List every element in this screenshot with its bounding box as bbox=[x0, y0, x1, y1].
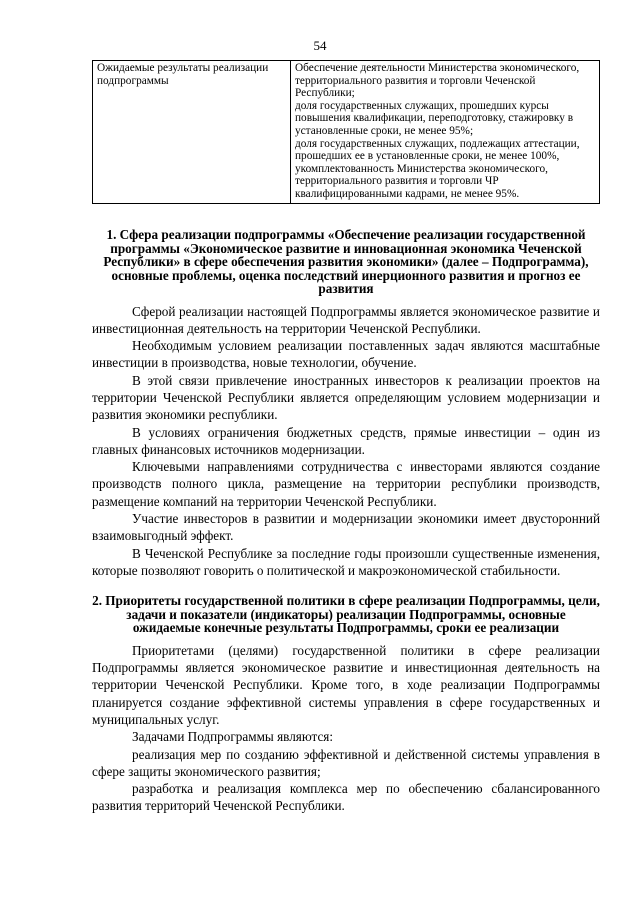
page-number: 54 bbox=[313, 38, 327, 53]
table-value-line: Обеспечение деятельности Министерства экономического, территориального развития и торговли Чеченской Республики; bbox=[295, 62, 580, 100]
paragraph: В условиях ограничения бюджетных средств, прямые инвестиции – один из главных финансовых источников модернизации. bbox=[92, 424, 600, 457]
table-value-line: доля государственных служащих, прошедших курсы повышения квалификации, переподготовку, стажировку в установленные сроки, не менее 95%; bbox=[295, 99, 574, 137]
paragraph: Участие инвесторов в развитии и модернизации экономики имеет двусторонний взаимовыгодный эффект. bbox=[92, 511, 600, 544]
paragraph: Сферой реализации настоящей Подпрограммы является экономическое развитие и инвестиционная деятельность на территории Чеченской Республики. bbox=[92, 303, 600, 336]
section-1-heading: 1. Сфера реализации подпрограммы «Обеспечение реализации государственной программы «Экономическое развитие и инновационная экономика Чеченской Республики» в сфере обеспечения развития экономики» (далее – Подпрограмма), основные проблемы, оценка последствий инерционного развития и прогноз ее развития bbox=[103, 227, 589, 296]
paragraph: Приоритетами (целями) государственной политики в сфере реализации Подпрограммы является экономическое развитие и инвестиционная деятельность на территории Чеченской Республики. Кроме того, в ходе реализации Подпрограммы планируется создание эффективной системы управления в сфере государственных и муниципальных услуг. bbox=[92, 642, 600, 727]
paragraph: реализация мер по созданию эффективной и действенной системы управления в сфере защиты экономического развития; bbox=[92, 746, 600, 779]
table-value-line: доля государственных служащих, подлежащих аттестации, прошедших ее в установленные сроки, не менее 100%, bbox=[295, 137, 580, 163]
section-2-heading: 2. Приоритеты государственной политики в сфере реализации Подпрограммы, цели, задачи и показатели (индикаторы) реализации Подпрограммы, основные ожидаемые конечные результаты Подпрограммы, сроки ее реализации bbox=[92, 593, 600, 636]
table-value-cell bbox=[291, 61, 600, 204]
section-2-body bbox=[92, 642, 600, 815]
table-row bbox=[93, 61, 600, 204]
paragraph: В этой связи привлечение иностранных инвесторов к реализации проектов на территории Чеченской Республики является определяющим условием модернизации и развития экономики республики. bbox=[92, 372, 600, 423]
paragraph: разработка и реализация комплекса мер по обеспечению сбалансированного развития территорий Чеченской Республики. bbox=[92, 781, 600, 814]
paragraph: Ключевыми направлениями сотрудничества с инвесторами являются создание производств полного цикла, размещение на территории республики производств, размещение компаний на территории Чеченской Республики. bbox=[92, 459, 600, 509]
paragraph: В Чеченской Республике за последние годы произошли существенные изменения, которые позволяют говорить о политической и макроэкономической стабильности. bbox=[92, 545, 600, 578]
section-1-body bbox=[92, 303, 600, 580]
expected-results-table bbox=[92, 60, 600, 204]
document-body bbox=[92, 228, 600, 815]
paragraph: Необходимым условием реализации поставленных задач являются масштабные инвестиции в производства, новые технологии, обучение. bbox=[92, 338, 600, 371]
table-value-line: укомплектованность Министерства экономического, территориального развития и торговли ЧР квалифицированными кадрами, не менее 95%. bbox=[295, 162, 548, 200]
paragraph: Задачами Подпрограммы являются: bbox=[132, 729, 334, 745]
table-label-cell: Ожидаемые результаты реализации подпрограммы bbox=[93, 61, 291, 204]
